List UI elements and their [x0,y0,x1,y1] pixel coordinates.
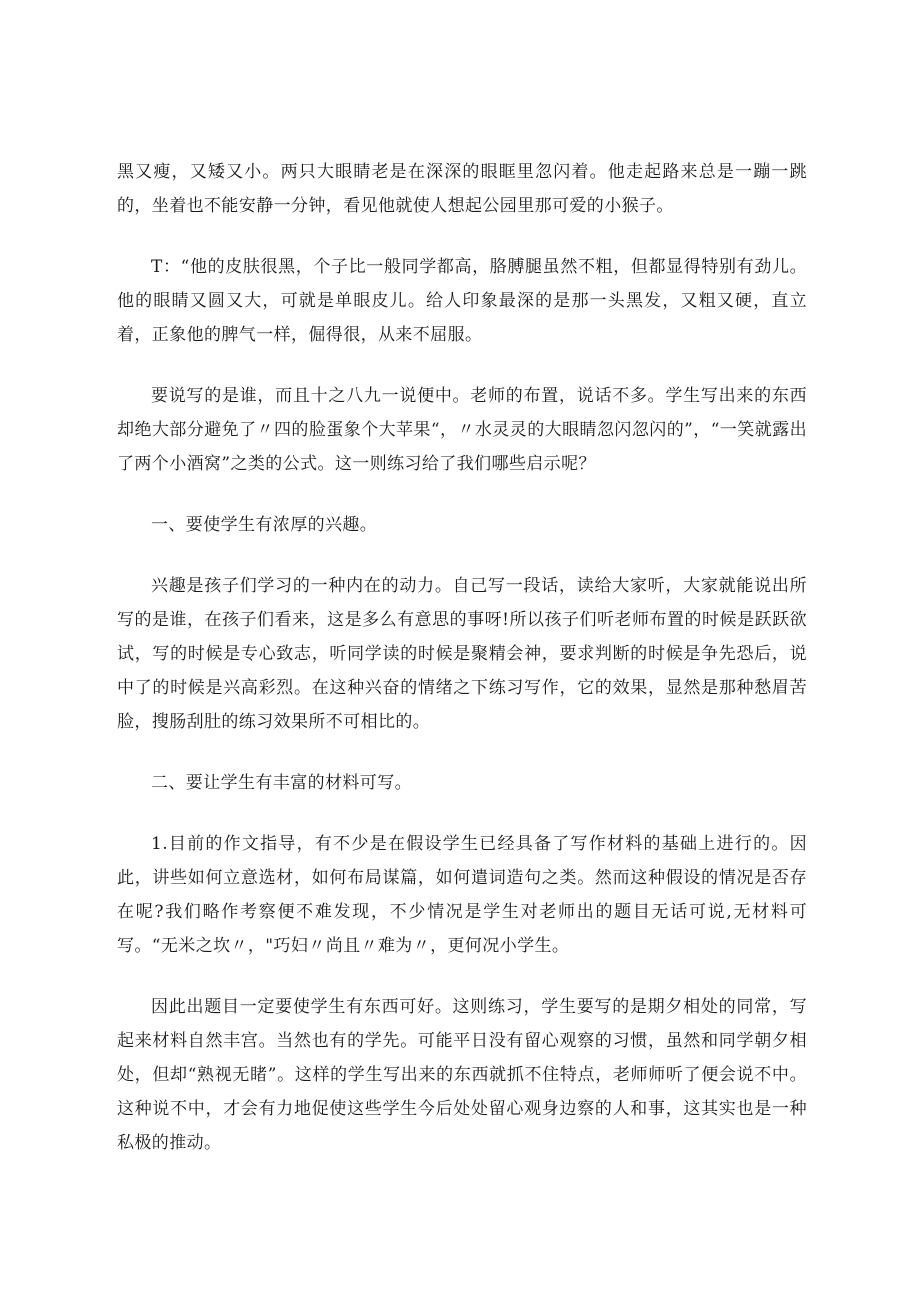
paragraph-5: 1.目前的作文指导，有不少是在假设学生已经具备了写作材料的基础上进行的。因此，讲些如何立意选材，如何布局谋篇，如何遣词造句之类。然而这种假设的情况是否存在呢?我们略作考察便不难发现，不少情况是学生对老师出的题目无话可说,无材料可写。“无米之坎〃，"巧妇〃尚且〃难为〃，更何况小学生。 [117,834,807,956]
paragraph-1: 黑又瘦，又矮又小。两只大眼睛老是在深深的眼眶里忽闪着。他走起路来总是一蹦一跳的，坐着也不能安静一分钟，看见他就使人想起公园里那可爱的小猴子。 [117,162,807,216]
paragraph-4: 兴趣是孩子们学习的一种内在的动力。自己写一段话，读给大家听，大家就能说出所写的是谁，在孩子们看来，这是多么有意思的事呀!所以孩子们听老师布置的时候是跃跃欲试，写的时候是专心致志，听同学读的时候是聚精会神，要求判断的时候是争先恐后，说中了的时候是兴高彩烈。在这种兴奋的情绪之下练习写作，它的效果，显然是那种愁眉苦脸，搜肠刮肚的练习效果所不可相比的。 [117,576,807,732]
paragraph-3: 要说写的是谁，而且十之八九一说便中。老师的布置，说话不多。学生写出来的东西却绝大部分避免了〃四的脸蛋象个大苹果“，〃水灵灵的大眼睛忽闪忽闪的”，“一笑就露出了两个小酒窝”之类的公式。这一则练习给了我们哪些启示呢？ [117,386,807,474]
section-heading-2: 二、要让学生有丰富的材料可写。 [151,773,412,793]
document-body [117,155,807,1187]
paragraph-6: 因此出题目一定要使学生有东西可好。这则练习，学生要写的是期夕相处的同常，写起来材料自然丰宫。当然也有的学先。可能平日没有留心观察的习惯，虽然和同学朝夕相处，但却“熟视无睹”。这样的学生写出来的东西就抓不住特点，老师师听了便会说不中。这种说不中，才会有力地促使这些学生今后处处留心观身边察的人和事，这其实也是一种私极的推动。 [117,997,807,1153]
paragraph-2: T：“他的皮肤很黑，个子比一般同学都高，胳膊腿虽然不粗，但都显得特别有劲儿。他的眼睛又圆又大，可就是单眼皮儿。给人印象最深的是那一头黑发，又粗又硬，直立着，正象他的脾气一样，倔得很，从来不屈服。 [117,257,807,345]
section-heading-1: 一、要使学生有浓厚的兴趣。 [151,515,378,535]
